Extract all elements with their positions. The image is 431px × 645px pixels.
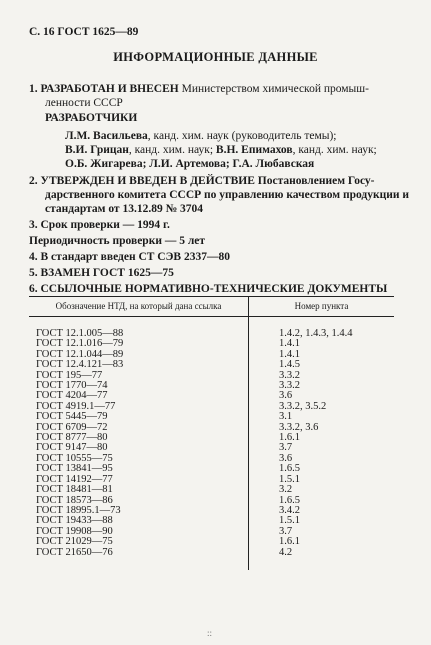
developers-line3: О.Б. Жигарева; Л.И. Артемова; Г.А. Любавская [65,158,315,170]
ntd-designation: ГОСТ 1770—74 [29,381,249,391]
clause-number: 1.6.1 [279,432,300,444]
page-footer-mark: :: [207,628,213,638]
ntd-designation: ГОСТ 21650—76 [29,548,249,570]
ntd-designation: ГОСТ 4204—77 [29,391,249,401]
ntd-designation: ГОСТ 6709—72 [29,423,249,433]
item-1-number: 1. [29,83,38,95]
clause-number: 3.7 [279,525,293,537]
clause-number: 3.3.2, 3.5.2 [279,400,327,412]
ntd-designation: ГОСТ 12.1.044—89 [29,350,249,360]
clause-number: 3.4.2 [279,504,300,516]
column-header-clause: Номер пункта [249,297,395,317]
ntd-designation: ГОСТ 9147—80 [29,443,249,453]
ntd-designation: ГОСТ 12.1.005—88 [29,317,249,340]
clause-number: 1.5.1 [279,515,300,527]
item-2-number: 2. [29,175,38,187]
developers-line2: В.И. Грицан, канд. хим. наук; В.Н. Епимахов, канд. хим. наук; [65,144,377,156]
clause-number: 1.4.5 [279,359,300,371]
item-2-line3: стандартам от 13.12.89 № 3704 [45,203,204,215]
references-table [29,296,394,570]
ntd-designation: ГОСТ 8777—80 [29,433,249,443]
item-2-line2: дарственного комитета СССР по управлению качеством продукции и [45,189,409,201]
ntd-designation: ГОСТ 13841—95 [29,464,249,474]
ntd-designation: ГОСТ 195—77 [29,371,249,381]
ntd-designation: ГОСТ 18573—86 [29,496,249,506]
clause-number: 4.2 [279,546,293,558]
clause-number: 1.4.1 [279,338,300,350]
clause-number: 1.6.5 [279,494,300,506]
clause-number: 1.6.1 [279,536,300,548]
clause-number: 3.3.2 [279,380,300,392]
ntd-designation: ГОСТ 19908—90 [29,527,249,537]
section-title: ИНФОРМАЦИОННЫЕ ДАННЫЕ [113,50,318,64]
clause-number: 3.2 [279,484,293,496]
clause-number: 3.1 [279,411,293,423]
clause-number: 3.3.2 [279,369,300,381]
ntd-designation: ГОСТ 21029—75 [29,537,249,547]
item-4: 4. В стандарт введен СТ СЭВ 2337—80 [29,251,230,263]
ntd-designation: ГОСТ 19433—88 [29,516,249,526]
clause-number: 3.6 [279,390,293,402]
ntd-designation: ГОСТ 10555—75 [29,454,249,464]
item-2 [29,174,375,188]
ntd-designation: ГОСТ 14192—77 [29,475,249,485]
clause-number: 3.3.2, 3.6 [279,421,319,433]
ntd-designation: ГОСТ 18481—81 [29,485,249,495]
clause-number: 1.5.1 [279,473,300,485]
ntd-designation: ГОСТ 5445—79 [29,412,249,422]
item-1-line2: ленности СССР [45,97,123,109]
developers-line1: Л.М. Васильева, канд. хим. наук (руководитель темы); [65,130,337,142]
item-1-text: Министерством химической промыш- [181,83,369,95]
clause-number: 1.4.1 [279,348,300,360]
developers-heading: РАЗРАБОТЧИКИ [45,112,138,124]
table-row [29,548,394,570]
clause-number: 3.7 [279,442,293,454]
ntd-designation: ГОСТ 4919.1—77 [29,402,249,412]
table-header-row [29,297,394,317]
item-6: 6. ССЫЛОЧНЫЕ НОРМАТИВНО-ТЕХНИЧЕСКИЕ ДОКУМЕНТЫ [29,283,388,295]
clause-number: 1.6.5 [279,463,300,475]
column-header-ntd: Обозначение НТД, на который дана ссылка [29,297,249,317]
item-1 [29,82,369,96]
ntd-designation: ГОСТ 12.4.121—83 [29,360,249,370]
ntd-designation: ГОСТ 12.1.016—79 [29,339,249,349]
item-2-bold: УТВЕРЖДЕН И ВВЕДЕН В ДЕЙСТВИЕ [40,175,255,187]
item-3: 3. Срок проверки — 1994 г. [29,219,170,231]
periodicity: Периодичность проверки — 5 лет [29,235,206,247]
page-header: С. 16 ГОСТ 1625—89 [29,26,139,38]
item-2-text: Постановлением Госу- [257,175,375,187]
item-5: 5. ВЗАМЕН ГОСТ 1625—75 [29,267,174,279]
clause-number: 3.6 [279,452,293,464]
ntd-designation: ГОСТ 18995.1—73 [29,506,249,516]
table-row [29,317,394,340]
table-row [29,485,394,495]
table-row [29,537,394,547]
clause-number: 1.4.2, 1.4.3, 1.4.4 [279,328,353,339]
item-1-bold: РАЗРАБОТАН И ВНЕСЕН [40,83,179,95]
